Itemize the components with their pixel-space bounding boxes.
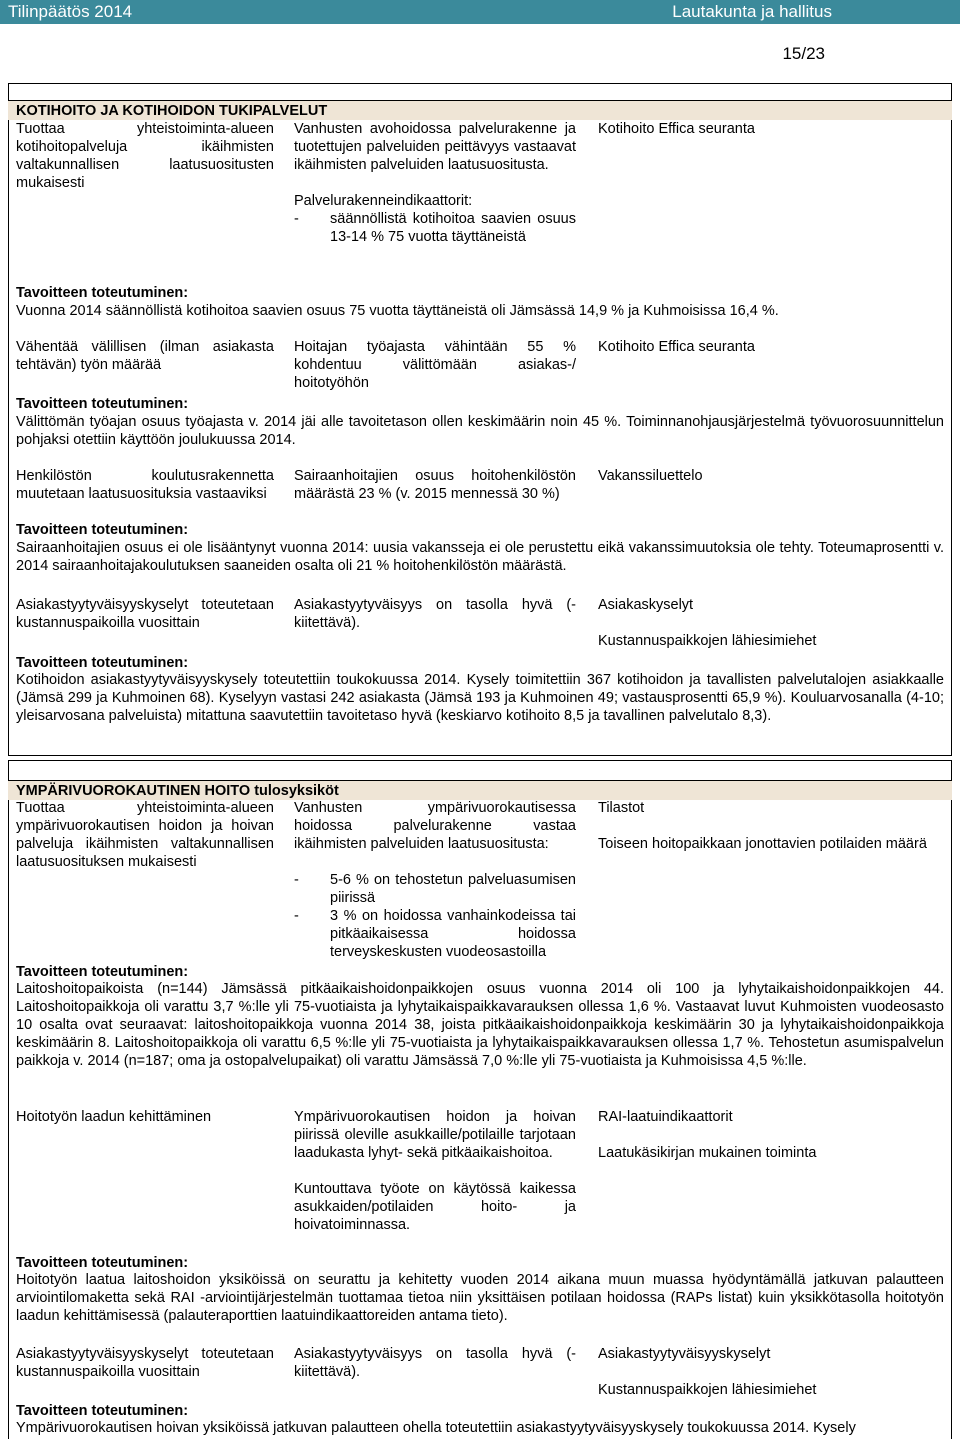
section-title-kotihoito: KOTIHOITO JA KOTIHOIDON TUKIPALVELUT bbox=[8, 100, 952, 120]
followup-text: Kotihoito Effica seuranta bbox=[598, 339, 755, 355]
indicator-list bbox=[294, 210, 576, 246]
list-item: - 3 % on hoidossa vanhainkodeissa tai pitkäaikaisessa hoidossa terveyskeskusten vuodeosastoilla bbox=[294, 907, 576, 961]
indicator-heading: Palvelurakenneindikaattorit: bbox=[294, 193, 473, 209]
outcome-label: Tavoitteen toteutuminen: bbox=[16, 964, 189, 980]
followup-line: Asiakaskyselyt bbox=[598, 597, 694, 613]
followup-text: Vakanssiluettelo bbox=[598, 468, 703, 484]
section-divider bbox=[8, 755, 952, 756]
header-bar bbox=[0, 0, 960, 24]
outcome-label: Tavoitteen toteutuminen: bbox=[16, 655, 189, 671]
followup-line: Kustannuspaikkojen lähiesimiehet bbox=[598, 633, 817, 649]
measure-text: Asiakastyytyväisyys on tasolla hyvä (- kiitettävä). bbox=[294, 1346, 576, 1380]
followup-text bbox=[598, 596, 946, 650]
list-item: - säännöllistä kotihoitoa saavien osuus 13-14 % 75 vuotta täyttäneistä bbox=[294, 210, 576, 246]
list-item: - 5-6 % on tehostetun palveluasumisen piirissä bbox=[294, 871, 576, 907]
frame-right bbox=[951, 760, 952, 1439]
outcome-text: Vuonna 2014 säännöllistä kotihoitoa saavien osuus 75 vuotta täyttäneistä oli Jämsässä 14,9 % ja Kuhmoisissa 16,4 %. bbox=[16, 303, 779, 319]
outcome-text: Ympärivuorokautisen hoivan yksiköissä jatkuvan palautteen ohella toteutettiin asiakastyytyväisyyskysely toukokuussa 2014. Kysely bbox=[16, 1420, 856, 1436]
followup-line: Laatukäsikirjan mukainen toiminta bbox=[598, 1145, 817, 1161]
measure-paragraph: Vanhusten avohoidossa palvelurakenne ja tuotettujen palveluiden peittävyys vastaavat ikäihmisten palveluiden laatusuositusta. bbox=[294, 121, 576, 173]
goal-text: Asiakastyytyväisyyskyselyt toteutetaan kustannuspaikoilla vuosittain bbox=[16, 1346, 274, 1380]
frame-left bbox=[8, 83, 9, 756]
section-divider bbox=[8, 83, 952, 84]
goal-text: Tuottaa yhteistoiminta-alueen ympärivuorokautisen hoidon ja hoivan palveluja ikäihmisten valtakunnallisen laatusuosituksen mukaisesti bbox=[16, 800, 274, 870]
measure-paragraph: Kuntouttava työote on käytössä kaikessa asukkaiden/potilaiden hoito- ja hoivatoiminnassa. bbox=[294, 1181, 576, 1233]
measure-text: Asiakastyytyväisyys on tasolla hyvä (- kiitettävä). bbox=[294, 597, 576, 631]
goal-text: Vähentää välillisen (ilman asiakasta tehtävän) työn määrää bbox=[16, 339, 274, 373]
measure-text: Hoitajan työajasta vähintään 55 % kohdentuu välittömään asiakas-/ hoitotyöhön bbox=[294, 339, 576, 391]
outcome-text: Kotihoidon asiakastyytyväisyyskysely toteutettiin toukokuussa 2014. Kysely toimitettiin 367 kotihoidon ja tavallisten palvelutalojen asiakkaalle (Jämsä 299 ja Kuhmoinen 68). Kyselyyn vastasi 242 asiakasta (Jämsä 193 ja Kuhmoinen 49; vastausprosentti 65,9 %). Kouluarvosanalla (4-10; yleisarvosana palveluista) mitattuna saavutettiin tavoitetaso hyvä (keskiarvo kotihoito 8,5 ja tavallinen palvelutalo 8,3). bbox=[16, 672, 944, 724]
outcome-text: Laitoshoitopaikoista (n=144) Jämsässä pitkäaikaishoidonpaikkojen osuus vuonna 2014 oli 100 ja lyhytaikaishoidonpaikkojen 44. Laitoshoitopaikkoja oli varattu 3,7 %:lle yli 75-vuotiaista ja lyhytaikaispaikkavarauksen ollessa 1,6 %. Vastaavat luvut Kuhmoisten vuodeosasto 10 osalta ovat seuraavat: laitoshoitopaikkoja vuonna 2014 38, joista pitkäaikaishoidonpaikkoja keskimäärin 30 ja lyhytaikaishoidonpaikkoja keskimäärin 8. Laitoshoitopaikkoja oli varattu 6,5 %:lle yli 75-vuotiaista ja lyhytaikaispaikkavarauksen ollessa 1,7 %. Tehostetun asumispalvelun paikkoja v. 2014 (n=187; oma ja ostopalvelupaikat) oli varattu Jämsässä 7,0 %:lle yli 75-vuotiaista ja Kuhmoisissa 4,5 %:lle. bbox=[16, 981, 944, 1069]
followup-line: Kustannuspaikkojen lähiesimiehet bbox=[598, 1382, 817, 1398]
outcome-label: Tavoitteen toteutuminen: bbox=[16, 522, 189, 538]
section-title-ymparivuorokautinen: YMPÄRIVUOROKAUTINEN HOITO tulosyksiköt bbox=[8, 780, 952, 800]
followup-text bbox=[598, 799, 946, 853]
followup-text bbox=[598, 1108, 946, 1162]
measure-text: Sairaanhoitajien osuus hoitohenkilöstön määrästä 23 % (v. 2015 mennessä 30 %) bbox=[294, 468, 576, 502]
organization-name: Lautakunta ja hallitus bbox=[672, 2, 832, 21]
outcome-label: Tavoitteen toteutuminen: bbox=[16, 1255, 189, 1271]
outcome-text: Sairaanhoitajien osuus ei ole lisääntynyt vuonna 2014: uusia vakansseja ei ole perustettu eikä vakanssimuutoksia ole tehty. Toteumaprosentti v. 2014 sairaanhoitajakoulutuksen saaneiden osalta oli 21 % hoitohenkilöstön määrästä. bbox=[16, 540, 944, 574]
goal-text: Asiakastyytyväisyyskyselyt toteutetaan kustannuspaikoilla vuosittain bbox=[16, 597, 274, 631]
followup-line: Tilastot bbox=[598, 800, 645, 816]
outcome-text: Hoitotyön laatua laitoshoidon yksiköissä on seurattu ja kehitetty vuoden 2014 aikana muun muassa hyödyntämällä jatkuvan palautteen arviointilomaketta sekä RAI -arviointijärjestelmän tuottamaa tietoa niin yksittäisen potilaan hoidossa (RAPs listat) kuin yksikkötasolla hoitotyön laadun kehittämisessä (palauteraporttien laatuindikaattoreiden antama tieto). bbox=[16, 1272, 944, 1324]
followup-line: Asiakastyytyväisyyskyselyt bbox=[598, 1346, 771, 1362]
measure-text bbox=[294, 1108, 576, 1234]
target-list bbox=[294, 871, 576, 961]
frame-right bbox=[951, 83, 952, 756]
followup-text bbox=[598, 1345, 946, 1399]
measure-paragraph: Vanhusten ympärivuorokautisessa hoidossa palvelurakenne vastaa ikäihmisten palveluiden laatusuositusta: bbox=[294, 800, 576, 852]
measure-text bbox=[294, 799, 576, 961]
outcome-label: Tavoitteen toteutuminen: bbox=[16, 285, 189, 301]
outcome-label: Tavoitteen toteutuminen: bbox=[16, 396, 189, 412]
outcome-text: Välittömän työajan osuus työajasta v. 2014 jäi alle tavoitetason ollen keskimäärin noin 45 %. Toiminnanohjausjärjestelmä työvuorosuunnittelun pohjaksi otettiin käyttöön joulukuussa 2014. bbox=[16, 414, 944, 448]
goal-text: Henkilöstön koulutusrakennetta muutetaan laatusuosituksia vastaaviksi bbox=[16, 468, 274, 502]
outcome-label: Tavoitteen toteutuminen: bbox=[16, 1403, 189, 1419]
followup-line: Toiseen hoitopaikkaan jonottavien potilaiden määrä bbox=[598, 836, 927, 852]
measure-paragraph: Ympärivuorokautisen hoidon ja hoivan piirissä oleville asukkaille/potilaille tarjotaan laadukasta lyhyt- sekä pitkäaikaishoitoa. bbox=[294, 1109, 576, 1161]
goal-text: Hoitotyön laadun kehittäminen bbox=[16, 1109, 212, 1125]
document-title: Tilinpäätös 2014 bbox=[8, 2, 133, 21]
section-divider bbox=[8, 760, 952, 761]
followup-text: Kotihoito Effica seuranta bbox=[598, 121, 755, 137]
goal-text: Tuottaa yhteistoiminta-alueen kotihoitopalveluja ikäihmisten valtakunnallisen laatusuositusten mukaisesti bbox=[16, 121, 274, 191]
measure-text bbox=[294, 120, 576, 246]
frame-left bbox=[8, 760, 9, 1439]
followup-line: RAI-laatuindikaattorit bbox=[598, 1109, 733, 1125]
page-number: 15/23 bbox=[782, 44, 825, 63]
